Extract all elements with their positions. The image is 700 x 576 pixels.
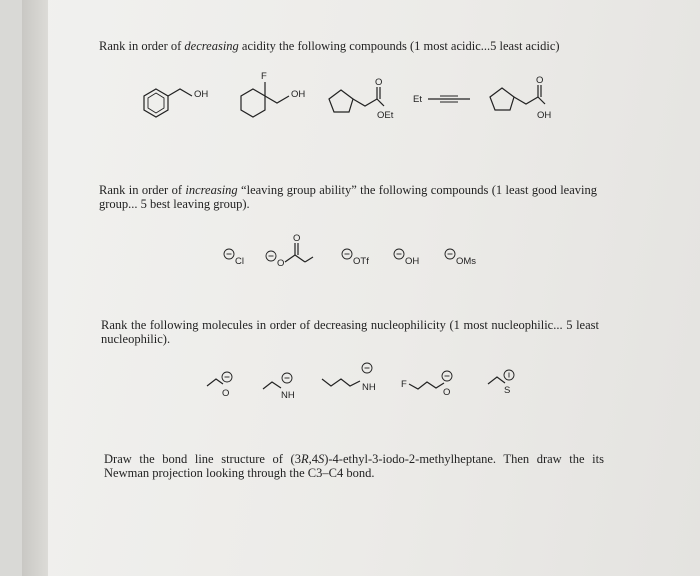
fluoroalkoxide-f-label: F — [401, 379, 407, 390]
fluoro-f-label: F — [261, 71, 267, 82]
ethylamide-nucleophile — [263, 373, 295, 401]
ethoxide-nucleophile — [207, 372, 232, 399]
mesylate-oms-label: OMs — [456, 256, 477, 267]
acid-oh-label: OH — [537, 110, 552, 121]
fluoroalkoxide-o-label: O — [443, 387, 451, 398]
hydroxide-oh-label: OH — [405, 256, 420, 267]
alkyne-et-label: Et — [413, 94, 422, 105]
thiolate-nucleophile — [488, 370, 514, 396]
fluoroalkoxide-nucleophile — [401, 371, 452, 398]
branched-amide-nucleophile — [322, 363, 376, 393]
triflate-otf-label: OTf — [353, 256, 369, 267]
chloride-cl-label: Cl — [235, 256, 244, 267]
branched-amide-nh-label: NH — [362, 382, 376, 393]
carboxylate-carbonyl-o-label: O — [293, 233, 301, 244]
ester-carbonyl-o-label: O — [375, 77, 383, 88]
question-2-text: Rank in order of increasing “leaving group ability” the following compounds (1 least good leaving group... 5 best leaving group). — [99, 183, 597, 211]
ethoxide-o-label: O — [222, 388, 230, 399]
question-4-text: Draw the bond line structure of (3R,4S)-4-ethyl-3-iodo-2-methylheptane. Then draw the its Newman projection looking through the C3–C4 bond. — [104, 452, 604, 480]
benzyl-oh-label: OH — [194, 89, 209, 100]
ethylamide-nh-label: NH — [281, 390, 295, 401]
acid-carbonyl-o-label: O — [536, 75, 544, 86]
fluoro-oh-label: OH — [291, 89, 306, 100]
question-1-text: Rank in order of decreasing acidity the following compounds (1 most acidic...5 least acidic) — [99, 39, 560, 53]
thiolate-s-label: S — [504, 385, 511, 396]
question-3-text: Rank the following molecules in order of decreasing nucleophilicity (1 most nucleophilic... 5 least nucleophilic). — [101, 318, 599, 346]
carboxylate-o-label: O — [277, 258, 285, 269]
ester-oet-label: OEt — [377, 110, 394, 121]
